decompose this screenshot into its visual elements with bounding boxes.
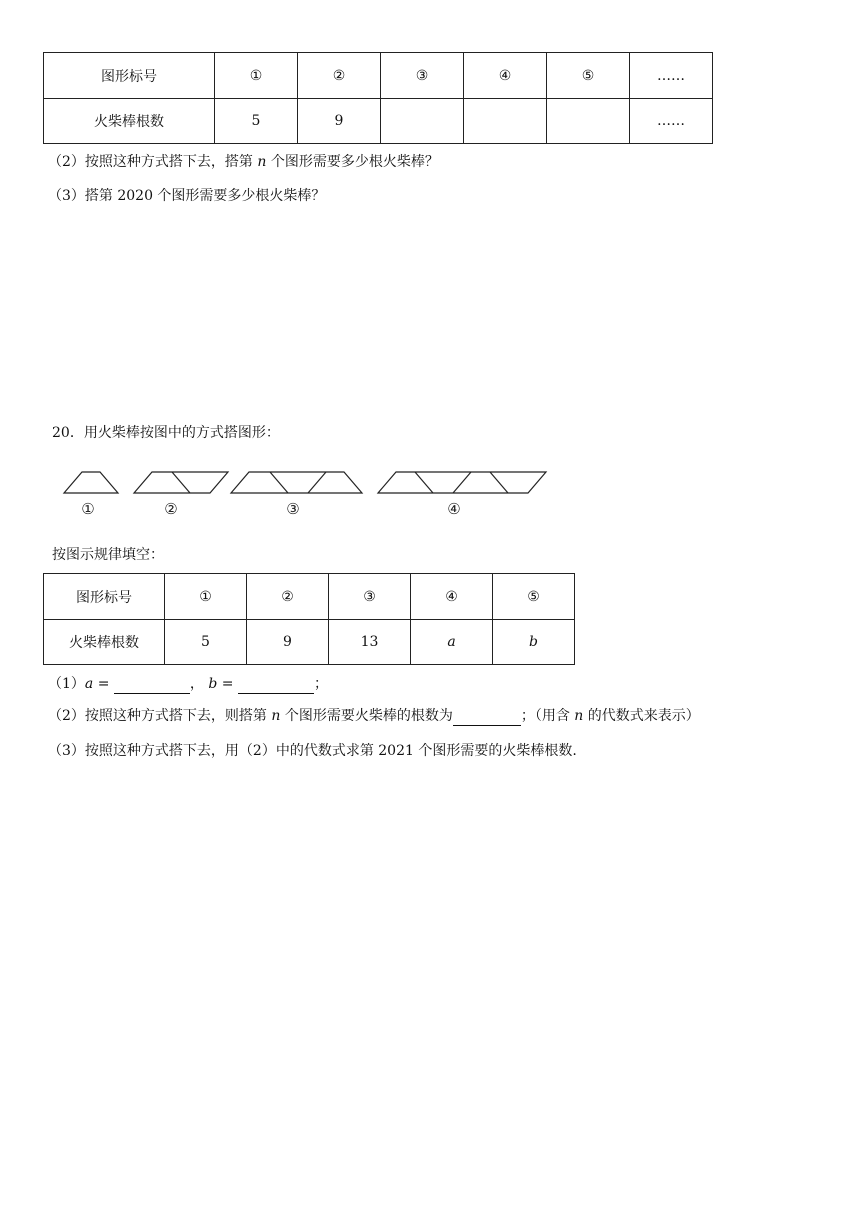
- text: 的代数式来表示）: [583, 708, 700, 724]
- figure-1-shape: [64, 472, 118, 493]
- table-cell: a: [411, 620, 493, 665]
- table-cell: 9: [247, 620, 329, 665]
- table-cell: ②: [247, 574, 329, 620]
- variable-n: n: [257, 154, 267, 170]
- table-cell: ③: [329, 574, 411, 620]
- text: （2）按照这种方式搭下去，搭第: [48, 154, 258, 170]
- table-cell: ④: [464, 53, 547, 99]
- table-cell: [464, 99, 547, 144]
- table-matchstick-count-2: [43, 573, 575, 665]
- table-cell: 5: [215, 99, 298, 144]
- table-cell: ①: [215, 53, 298, 99]
- table-cell: 图形标号: [44, 53, 215, 99]
- matchstick-figures: [0, 460, 860, 530]
- table-row: [44, 99, 713, 144]
- q20-part2: [48, 706, 700, 726]
- table-cell: 图形标号: [44, 574, 165, 620]
- q19-part2: [48, 152, 439, 172]
- text: =: [217, 676, 238, 692]
- variable-b: b: [208, 676, 218, 692]
- variable-n: n: [574, 708, 584, 724]
- q20-part1: [48, 674, 328, 694]
- variable-n: n: [271, 708, 281, 724]
- answer-blank-a[interactable]: [114, 679, 190, 694]
- text: ；: [313, 676, 328, 692]
- table-cell: ②: [298, 53, 381, 99]
- q19-part3: （3）搭第 2020 个图形需要多少根火柴棒？: [48, 188, 326, 204]
- table-cell: 9: [298, 99, 381, 144]
- table-cell: 火柴棒根数: [44, 620, 165, 665]
- text: 个图形需要多少根火柴棒？: [266, 154, 439, 170]
- table-cell: ……: [630, 53, 713, 99]
- table-cell: 火柴棒根数: [44, 99, 215, 144]
- table-row: [44, 574, 575, 620]
- text: 个图形需要火柴棒的根数为: [280, 708, 453, 724]
- text: （1）: [48, 676, 85, 692]
- table-cell: [547, 99, 630, 144]
- figure-label-1: ①: [81, 500, 95, 518]
- text: （2）按照这种方式搭下去，则搭第: [48, 708, 272, 724]
- table-cell: 5: [165, 620, 247, 665]
- figure-label-2: ②: [164, 500, 178, 518]
- table-cell: 13: [329, 620, 411, 665]
- text: ，: [189, 676, 209, 692]
- table-matchstick-count-1: [43, 52, 713, 144]
- table-cell: ⑤: [493, 574, 575, 620]
- table-row: [44, 53, 713, 99]
- table-cell: ⑤: [547, 53, 630, 99]
- figure-3-shape: [231, 472, 362, 493]
- q20-title: 20．用火柴棒按图中的方式搭图形：: [52, 425, 280, 441]
- figure-label-3: ③: [286, 500, 300, 518]
- text: =: [93, 676, 114, 692]
- q20-part3: （3）按照这种方式搭下去，用（2）中的代数式求第 2021 个图形需要的火柴棒根数.: [48, 743, 577, 759]
- variable-a: a: [84, 676, 94, 692]
- figure-label-4: ④: [447, 500, 461, 518]
- table-cell: b: [493, 620, 575, 665]
- answer-blank-b[interactable]: [238, 679, 314, 694]
- table-cell: ①: [165, 574, 247, 620]
- figure-4-shape: [378, 472, 546, 493]
- figure-2-shape: [134, 472, 228, 493]
- text: ；（用含: [520, 708, 575, 724]
- table-cell: ③: [381, 53, 464, 99]
- table-cell: ④: [411, 574, 493, 620]
- table-cell: ……: [630, 99, 713, 144]
- answer-blank-expression[interactable]: [453, 711, 521, 726]
- table-cell: [381, 99, 464, 144]
- q20-fill-instruction: 按图示规律填空：: [52, 547, 164, 563]
- table-row: [44, 620, 575, 665]
